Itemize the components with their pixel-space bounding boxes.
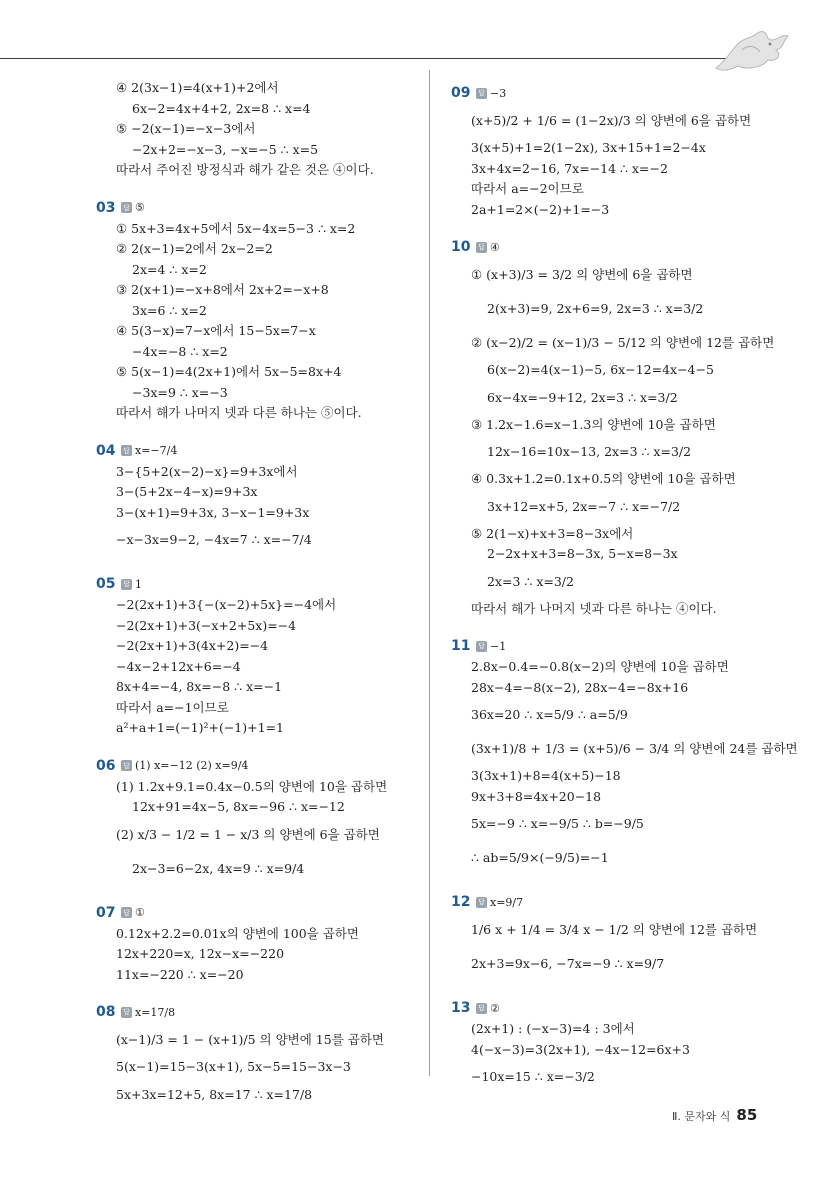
- solution-line: (3x+1)/8 + 1/3 = (x+5)/6 − 3/4 의 양변에 24를 곱하면: [471, 741, 798, 756]
- solution-line: (2) x/3 − 1/2 = 1 − x/3 의 양변에 6을 곱하면: [116, 826, 380, 842]
- problem-number: 10: [451, 239, 471, 255]
- solution-line: 4(−x−3)=3(2x+1), −4x−12=6x+3: [471, 1041, 690, 1057]
- solution-line: ⑤ 2(1−x)+x+3=8−3x에서: [471, 525, 634, 541]
- solution-line: −3x=9 ∴ x=−3: [132, 384, 228, 400]
- problem-03: [96, 181, 416, 424]
- answer-badge-icon: 답: [121, 760, 132, 771]
- section-title: Ⅱ. 문자와 식: [672, 1110, 731, 1123]
- problem-number: 05: [96, 576, 116, 592]
- problem-number: 06: [96, 757, 116, 774]
- answer-badge-icon: 답: [121, 445, 132, 456]
- solution-line: 5x+3x=12+5, 8x=17 ∴ x=17/8: [116, 1086, 313, 1102]
- solution-line: ⑤ 5(x−1)=4(2x+1)에서 5x−5=8x+4: [116, 364, 342, 379]
- problem-header: [451, 236, 781, 258]
- answer-badge-icon: 답: [476, 88, 487, 99]
- problem-number: 04: [96, 442, 116, 459]
- solution-line: 11x=−220 ∴ x=−20: [116, 966, 244, 982]
- problem-number: 12: [451, 894, 471, 910]
- problem-12: [451, 875, 781, 981]
- solution-line: ∴ ab=5/9×(−9/5)=−1: [471, 850, 609, 865]
- answer-badge-icon: 답: [476, 1003, 487, 1014]
- answer-text: ④: [490, 240, 500, 254]
- solution-line: 12x+91=4x−5, 8x=−96 ∴ x=−12: [132, 799, 345, 814]
- problem-06: [96, 739, 416, 886]
- solution-line: (1) 1.2x+9.1=0.4x−0.5의 양변에 10을 곱하면: [116, 778, 388, 794]
- solution-line: 3(3x+1)+8=4(x+5)−18: [471, 768, 621, 783]
- solution-line: ④ 5(3−x)=7−x에서 15−5x=7−x: [116, 323, 316, 338]
- header-rule: [0, 58, 727, 59]
- answer-text: x=−7/4: [135, 444, 178, 457]
- solution-line: ⑤ −2(x−1)=−x−3에서: [116, 121, 256, 136]
- problem-header: [96, 440, 416, 462]
- problem-header: [96, 755, 416, 777]
- solution-line: ③ 2(x+1)=−x+8에서 2x+2=−x+8: [116, 282, 329, 297]
- problem-number: 08: [96, 1004, 116, 1020]
- solution-line: (x+5)/2 + 1/6 = (1−2x)/3 의 양변에 6을 곱하면: [471, 113, 752, 128]
- problem-number: 03: [96, 199, 116, 216]
- solution-line: 3(x+5)+1=2(1−2x), 3x+15+1=2−4x: [471, 140, 706, 155]
- solution-line: −x−3x=9−2, −4x=7 ∴ x=−7/4: [116, 532, 312, 547]
- problem-05: [96, 557, 416, 739]
- solution-line: a²+a+1=(−1)²+(−1)+1=1: [116, 720, 284, 735]
- answer-text: x=9/7: [490, 895, 524, 909]
- answer-text: ⑤: [135, 201, 145, 214]
- solution-line: ③ 1.2x−1.6=x−1.3의 양변에 10을 곱하면: [471, 416, 716, 432]
- solution-line: 6(x−2)=4(x−1)−5, 6x−12=4x−4−5: [487, 362, 714, 377]
- answer-badge-icon: 답: [121, 1007, 132, 1018]
- solution-line: −4x=−8 ∴ x=2: [132, 343, 228, 359]
- solution-line: 3x+12=x+5, 2x=−7 ∴ x=−7/2: [487, 498, 681, 514]
- page-footer: [672, 1106, 757, 1124]
- dragon-mascot-icon: [712, 28, 792, 72]
- problem-header: [96, 902, 416, 924]
- solution-line: 따라서 a=−2이므로: [471, 181, 584, 196]
- solution-line: 3x=6 ∴ x=2: [132, 302, 207, 318]
- solution-line: 1/6 x + 1/4 = 3/4 x − 1/2 의 양변에 12를 곱하면: [471, 922, 758, 937]
- answer-text: ②: [490, 1001, 500, 1015]
- problem-header: [96, 1001, 416, 1023]
- solution-line: −2(2x+1)+3{−(x−2)+5x}=−4에서: [116, 597, 337, 612]
- problem-number: 09: [451, 85, 471, 101]
- answer-badge-icon: 답: [121, 579, 132, 590]
- solution-line: 12x−16=10x−13, 2x=3 ∴ x=3/2: [487, 444, 692, 459]
- answer-text: ①: [135, 906, 145, 919]
- solution-line: ① 5x+3=4x+5에서 5x−4x=5−3 ∴ x=2: [116, 220, 356, 236]
- problem-header: [451, 891, 781, 913]
- problem-08: [96, 985, 416, 1112]
- solution-line: 2(x+3)=9, 2x+6=9, 2x=3 ∴ x=3/2: [487, 301, 704, 316]
- solution-line: 따라서 해가 나머지 넷과 다른 하나는 ④이다.: [471, 600, 717, 616]
- problem-header: [96, 573, 416, 595]
- solution-line: 8x+4=−4, 8x=−8 ∴ x=−1: [116, 679, 283, 694]
- solution-line: 36x=20 ∴ x=5/9 ∴ a=5/9: [471, 707, 628, 722]
- problem-11: [451, 619, 798, 875]
- page-number: 85: [736, 1106, 758, 1124]
- answer-badge-icon: 답: [476, 897, 487, 908]
- solution-line: ① (x+3)/3 = 3/2 의 양변에 6을 곱하면: [471, 267, 693, 282]
- solution-line: ② 2(x−1)=2에서 2x−2=2: [116, 241, 273, 256]
- solution-line: −10x=15 ∴ x=−3/2: [471, 1069, 595, 1084]
- solution-line: 3x+4x=2−16, 7x=−14 ∴ x=−2: [471, 160, 668, 176]
- problem-number: 13: [451, 1000, 471, 1016]
- answer-badge-icon: 답: [121, 907, 132, 918]
- answer-text: x=17/8: [135, 1005, 176, 1019]
- solution-line: 6x−2=4x+4+2, 2x=8 ∴ x=4: [132, 100, 311, 116]
- problem-13: [451, 981, 781, 1094]
- problem-header: [451, 997, 781, 1019]
- solution-line: 0.12x+2.2=0.01x의 양변에 100을 곱하면: [116, 925, 359, 941]
- solution-line: −2x+2=−x−3, −x=−5 ∴ x=5: [132, 141, 319, 157]
- problem-number: 07: [96, 904, 116, 921]
- solution-line: ② (x−2)/2 = (x−1)/3 − 5/12 의 양변에 12를 곱하면: [471, 335, 775, 350]
- problem-09: [451, 82, 781, 220]
- right-column: [451, 78, 798, 1094]
- solution-line: (2x+1) : (−x−3)=4 : 3에서: [471, 1021, 635, 1036]
- solution-line: 2x+3=9x−6, −7x=−9 ∴ x=9/7: [471, 956, 665, 971]
- solution-line: −2(2x+1)+3(−x+2+5x)=−4: [116, 617, 297, 633]
- problem-header: [451, 82, 781, 104]
- solution-line: ④ 2(3x−1)=4(x+1)+2에서: [116, 80, 279, 95]
- solution-line: 2.8x−0.4=−0.8(x−2)의 양변에 10을 곱하면: [471, 659, 729, 674]
- answer-badge-icon: 답: [476, 641, 487, 652]
- solution-line: 3−(5+2x−4−x)=9+3x: [116, 484, 258, 499]
- answer-text: −1: [490, 639, 507, 653]
- solution-line: 2x=3 ∴ x=3/2: [487, 573, 574, 589]
- solution-line: ④ 0.3x+1.2=0.1x+0.5의 양변에 10을 곱하면: [471, 471, 736, 486]
- answer-badge-icon: 답: [476, 242, 487, 253]
- answer-text: 1: [135, 577, 142, 591]
- solution-line: 따라서 주어진 방정식과 해가 같은 것은 ④이다.: [116, 162, 374, 177]
- solution-line: 2x−3=6−2x, 4x=9 ∴ x=9/4: [132, 860, 305, 876]
- answer-text: (1) x=−12 (2) x=9/4: [135, 759, 249, 772]
- solution-line: 12x+220=x, 12x−x=−220: [116, 946, 285, 961]
- solution-line: 2a+1=2×(−2)+1=−3: [471, 201, 610, 217]
- solution-line: −4x−2+12x+6=−4: [116, 658, 241, 674]
- solution-line: 6x−4x=−9+12, 2x=3 ∴ x=3/2: [487, 389, 678, 405]
- answer-badge-icon: 답: [121, 202, 132, 213]
- solution-line: 3−{5+2(x−2)−x}=9+3x에서: [116, 463, 298, 479]
- answer-text: −3: [490, 86, 507, 100]
- problem-10: [451, 220, 781, 619]
- solution-line: 9x+3+8=4x+20−18: [471, 788, 602, 804]
- left-column: [96, 78, 416, 1112]
- problem-header: [451, 635, 781, 657]
- solution-line: 따라서 a=−1이므로: [116, 699, 229, 715]
- problem-continued: [96, 78, 416, 181]
- solution-line: (x−1)/3 = 1 − (x+1)/5 의 양변에 15를 곱하면: [116, 1032, 384, 1047]
- problem-04: [96, 424, 416, 558]
- solution-line: −2(2x+1)+3(4x+2)=−4: [116, 638, 269, 653]
- solution-line: 2x=4 ∴ x=2: [132, 261, 207, 277]
- solution-line: 5(x−1)=15−3(x+1), 5x−5=15−3x−3: [116, 1059, 351, 1074]
- problem-header: [96, 197, 416, 219]
- solution-line: 3−(x+1)=9+3x, 3−x−1=9+3x: [116, 504, 310, 520]
- column-divider: [429, 70, 430, 1076]
- solution-line: 28x−4=−8(x−2), 28x−4=−8x+16: [471, 679, 689, 695]
- solution-line: 5x=−9 ∴ x=−9/5 ∴ b=−9/5: [471, 816, 644, 831]
- solution-line: 2−2x+x+3=8−3x, 5−x=8−3x: [487, 546, 678, 561]
- solution-line: 따라서 해가 나머지 넷과 다른 하나는 ⑤이다.: [116, 405, 362, 420]
- problem-number: 11: [451, 638, 471, 654]
- problem-07: [96, 886, 416, 986]
